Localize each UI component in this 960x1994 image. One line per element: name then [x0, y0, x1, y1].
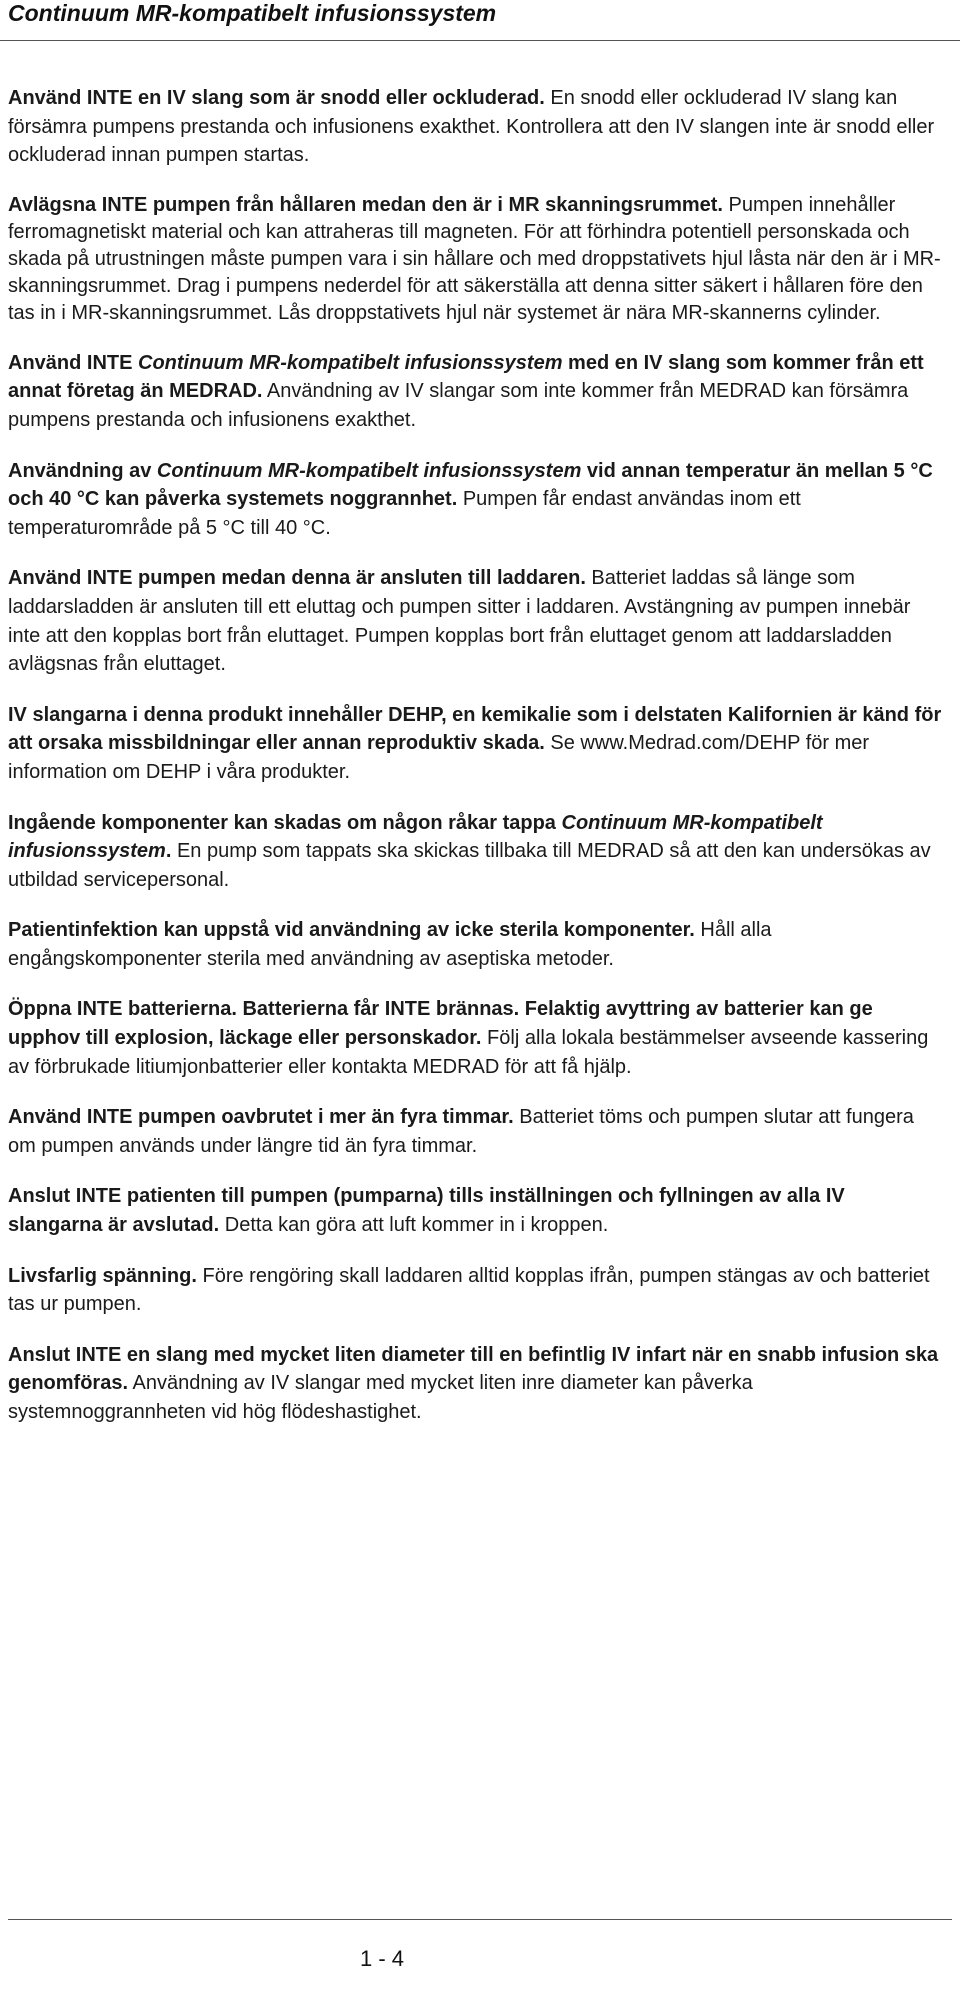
warning-body: Pumpen får endast användas inom ett temperaturområde på 5 °C till 40 °C. — [8, 488, 801, 539]
warning-heading: Ingående komponenter kan skadas om någon råkar tappa — [8, 811, 562, 834]
warning-paragraph — [8, 564, 942, 678]
warning-heading: Livsfarlig spänning. — [8, 1264, 197, 1287]
warning-heading: Användning av — [8, 459, 157, 482]
page-header — [0, 0, 960, 46]
warning-body: Batteriet laddas så länge som laddarsladden är ansluten till ett eluttag och pumpen sitter i laddaren. Avstängning av pumpen innebär inte att den kopplas bort från eluttaget. Pumpen kopplas bort från eluttaget genom att laddarsladden avlägsnas från eluttaget. — [8, 567, 911, 676]
warning-paragraph — [8, 809, 942, 895]
warning-paragraph — [8, 84, 942, 170]
warning-heading: Använd INTE pumpen oavbrutet i mer än fyra timmar. — [8, 1106, 514, 1129]
warnings-list — [8, 84, 942, 1449]
warning-heading: Använd INTE — [8, 351, 139, 374]
warning-body: Före rengöring skall laddaren alltid kopplas ifrån, pumpen stängas av och batteriet tas ur pumpen. — [8, 1264, 930, 1316]
warning-paragraph — [8, 1262, 942, 1319]
warning-paragraph — [8, 1341, 942, 1427]
warning-heading: Anslut INTE patienten till pumpen (pumparna) tills inställningen och fyllningen av alla IV slangarna är avslutad. — [8, 1185, 845, 1237]
warning-heading: med en IV slang som kommer från ett annat företag än MEDRAD. — [8, 351, 924, 403]
product-name-text: Continuum MR-kompatibelt infusionssystem — [138, 351, 563, 374]
warning-body: En pump som tappats ska skickas tillbaka till MEDRAD så att den kan undersökas av utbildad servicepersonal. — [8, 840, 931, 891]
product-name — [138, 352, 562, 374]
warning-heading: Använd INTE en IV slang som är snodd eller ockluderad. — [8, 87, 545, 109]
warning-body: Pumpen innehåller ferromagnetiskt material och kan attraheras till magneten. För att förhindra potentiell personskada och skada på utrustningen måste pumpen vara i sin hållare och med droppstativets hjul låsta när den är i MR-skanningsrummet. Drag i pumpens nederdel för att säkerställa att denna sitter säkert i hållaren före den tas in i MR-skanningsrummet. Lås droppstativets hjul när systemet är nära MR-skannerns cylinder. — [8, 193, 941, 324]
product-name — [157, 460, 581, 482]
warning-paragraph — [8, 916, 942, 973]
warning-heading: Avlägsna INTE pumpen från hållaren medan den är i MR skanningsrummet. — [8, 193, 723, 216]
warning-paragraph — [8, 1103, 942, 1160]
warning-paragraph — [8, 457, 942, 543]
warning-paragraph — [8, 1182, 942, 1239]
warning-body: Följ alla lokala bestämmelser avseende kassering av förbrukade litiumjonbatterier eller kontakta MEDRAD för att få hjälp. — [8, 1027, 929, 1078]
warning-body: Användning av IV slangar med mycket liten inre diameter kan påverka systemnoggrannheten vid hög flödeshastighet. — [8, 1372, 753, 1423]
product-name-text: Continuum MR-kompatibelt infusionssystem — [156, 459, 582, 482]
warning-body: Se www.Medrad.com/DEHP för mer information om DEHP i våra produkter. — [8, 732, 870, 783]
warning-paragraph — [8, 192, 942, 327]
footer-divider — [8, 1919, 952, 1920]
warning-heading: Anslut INTE en slang med mycket liten diameter till en befintlig IV infart när en snabb infusion ska genomföras. — [8, 1343, 939, 1395]
warning-body: Batteriet töms och pumpen slutar att fungera om pumpen används under längre tid än fyra timmar. — [8, 1106, 914, 1157]
warning-paragraph — [8, 701, 942, 787]
warning-body: En snodd eller ockluderad IV slang kan försämra pumpens prestanda och infusionens exakthet. Kontrollera att den IV slangen inte är snodd eller ockluderad innan pumpen startas. — [8, 87, 935, 167]
warning-heading: Använd INTE pumpen medan denna är ansluten till laddaren. — [8, 567, 586, 590]
warning-heading: Patientinfektion kan uppstå vid användning av icke sterila komponenter. — [8, 919, 695, 942]
warning-heading: IV slangarna i denna produkt innehåller DEHP, en kemikalie som i delstaten Kalifornien är känd för att orsaka missbildningar eller annan reproduktiv skada. — [8, 703, 942, 755]
page-number: 1 - 4 — [360, 1946, 405, 1971]
warning-body: Håll alla engångskomponenter sterila med användning av aseptiska metoder. — [8, 919, 772, 970]
warning-body: Användning av IV slangar som inte kommer från MEDRAD kan försämra pumpens prestanda och infusionens exakthet. — [8, 380, 909, 431]
header-divider — [0, 40, 960, 41]
product-name-text: Continuum MR-kompatibelt infusionssystem — [8, 811, 823, 863]
warning-heading: vid annan temperatur än mellan 5 °C och 40 °C kan påverka systemets noggrannhet. — [8, 459, 933, 511]
warning-paragraph — [8, 349, 942, 435]
warning-heading: Öppna INTE batterierna. Batterierna får INTE brännas. Felaktig avyttring av batterier kan ge upphov till explosion, läckage eller personskador. — [8, 998, 873, 1050]
warning-body: Detta kan göra att luft kommer in i kroppen. — [219, 1214, 609, 1237]
warning-paragraph — [8, 995, 942, 1081]
warning-heading: . — [165, 840, 172, 863]
header-title: Continuum MR-kompatibelt infusionssystem — [8, 0, 497, 26]
